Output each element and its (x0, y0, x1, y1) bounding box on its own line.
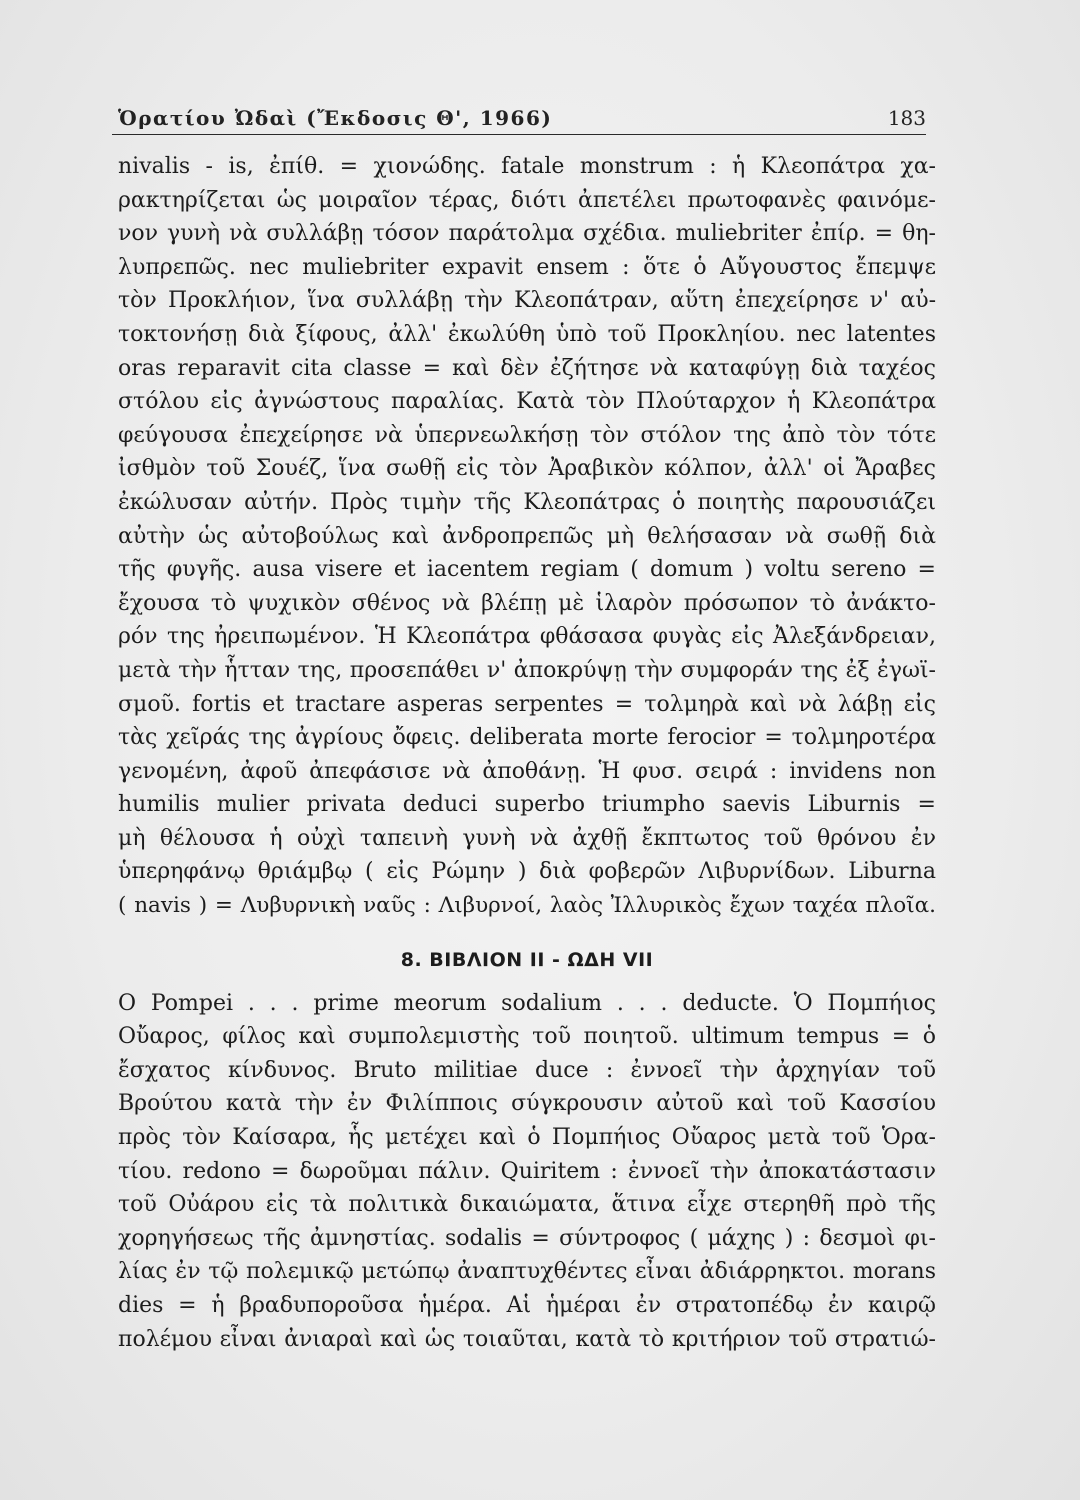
text-line: τοκτονήσῃ διὰ ξίφους, ἀλλ' ἐκωλύθη ὑπὸ τοῦ Προκληίου. nec latentes (118, 321, 936, 347)
text-line: nivalis - is, ἐπίθ. = χιονώδης. fatale monstrum : ἡ Κλεοπάτρα χα- (118, 154, 936, 179)
text-line: τῆς φυγῆς. ausa visere et iacentem regiam ( domum ) voltu sereno = (118, 557, 936, 583)
text-line: humilis mulier privata deduci superbo triumpho saevis Liburnis = (118, 792, 936, 818)
text-line: τὰς χεῖράς της ἀγρίους ὄφεις. deliberata morte ferocior = τολμηροτέρα (118, 725, 936, 751)
running-header (118, 90, 926, 130)
text-line: φεύγουσα ἐπεχείρησε νὰ ὑπερνεωλκήσῃ τὸν στόλον της ἀπὸ τὸν τότε (118, 422, 936, 448)
text-line: πολέμου εἶναι ἀνιαραὶ καὶ ὡς τοιαῦται, κατὰ τὸ κριτήριον τοῦ στρατιώ- (118, 1326, 936, 1352)
text-line: λυπρεπῶς. nec muliebriter expavit ensem : ὅτε ὁ Αὔγουστος ἔπεμψε (118, 254, 936, 280)
text-line: Βρούτου κατὰ τὴν ἐν Φιλίπποις σύγκρουσιν αὐτοῦ καὶ τοῦ Κασσίου (118, 1091, 936, 1117)
text-line: νον γυνὴ νὰ συλλάβῃ τόσον παράτολμα σχέδια. muliebriter ἐπίρ. = θη- (118, 221, 936, 247)
page-number: 183 (887, 106, 926, 130)
text-line: μετὰ τὴν ἧτταν της, προσεπάθει ν' ἀποκρύψῃ τὴν συμφοράν της ἐξ ἐγωϊ- (118, 657, 936, 683)
text-line: Οὔαρος, φίλος καὶ συμπολεμιστὴς τοῦ ποιητοῦ. ultimum tempus = ὁ (118, 1024, 936, 1050)
text-line: O Pompei . . . prime meorum sodalium . . . deducte. Ὁ Πομπήιος (118, 990, 936, 1016)
text-line: ἐκώλυσαν αὐτήν. Πρὸς τιμὴν τῆς Κλεοπάτρας ὁ ποιητὴς παρουσιάζει (118, 489, 936, 515)
text-line: στόλου εἰς ἀγνώστους παραλίας. Κατὰ τὸν Πλούταρχον ἡ Κλεοπάτρα (118, 389, 936, 415)
text-line: oras reparavit cita classe = καὶ δὲν ἐζήτησε νὰ καταφύγῃ διὰ ταχέος (118, 355, 936, 381)
text-line: σμοῦ. fortis et tractare asperas serpentes = τολμηρὰ καὶ νὰ λάβῃ εἰς (118, 691, 936, 717)
section-heading: 8. ΒΙΒΛΙΟΝ ΙΙ - ΩΔΗ VII (400, 948, 654, 971)
text-line: μὴ θέλουσα ἡ οὐχὶ ταπεινὴ γυνὴ νὰ ἀχθῇ ἔκπτωτος τοῦ θρόνου ἐν (118, 825, 936, 851)
text-line: τοῦ Οὐάρου εἰς τὰ πολιτικὰ δικαιώματα, ἅτινα εἶχε στερηθῆ πρὸ τῆς (118, 1192, 936, 1218)
text-line: ὑπερηφάνῳ θριάμβῳ ( εἰς Ρώμην ) διὰ φοβερῶν Λιβυρνίδων. Liburna (118, 859, 936, 885)
text-line: ρόν της ἠρειπωμένον. Ἡ Κλεοπάτρα φθάσασα φυγὰς εἰς Ἀλεξάνδρειαν, (118, 624, 936, 650)
header-title: Ὁρατίου Ὠδαὶ (Ἔκδοσις Θ', 1966) (118, 106, 553, 130)
page-body (118, 150, 936, 1356)
text-line: ἰσθμὸν τοῦ Σουέζ, ἵνα σωθῇ εἰς τὸν Ἀραβικὸν κόλπον, ἀλλ' οἱ Ἄραβες (118, 456, 936, 482)
text-line: ἔχουσα τὸ ψυχικὸν σθένος νὰ βλέπῃ μὲ ἱλαρὸν πρόσωπον τὸ ἀνάκτο- (118, 590, 936, 616)
text-line: αὐτὴν ὡς αὐτοβούλως καὶ ἀνδροπρεπῶς μὴ θελήσασαν νὰ σωθῇ διὰ (118, 523, 936, 549)
paragraph-1 (118, 150, 936, 923)
text-line: dies = ἡ βραδυποροῦσα ἡμέρα. Αἱ ἡμέραι ἐν στρατοπέδῳ ἐν καιρῷ (118, 1293, 936, 1318)
text-line: ( navis ) = Λυβυρνικὴ ναῦς : Λιβυρνοί, λαὸς Ἰλλυρικὸς ἔχων ταχέα πλοῖα. (118, 893, 936, 919)
text-line: τίου. redono = δωροῦμαι πάλιν. Quiritem : ἐννοεῖ τὴν ἀποκατάστασιν (118, 1158, 936, 1184)
text-line: τὸν Προκλήιον, ἵνα συλλάβῃ τὴν Κλεοπάτραν, αὕτη ἐπεχείρησε ν' αὐ- (118, 288, 936, 314)
header-rule (112, 134, 926, 135)
text-line: λίας ἐν τῷ πολεμικῷ μετώπῳ ἀναπτυχθέντες εἶναι ἀδιάρρηκτοι. morans (118, 1259, 936, 1285)
text-line: ἔσχατος κίνδυνος. Bruto militiae duce : ἐννοεῖ τὴν ἀρχηγίαν τοῦ (118, 1057, 936, 1083)
text-line: πρὸς τὸν Καίσαρα, ἧς μετέχει καὶ ὁ Πομπήιος Οὔαρος μετὰ τοῦ Ὁρα- (118, 1125, 936, 1151)
text-line: ρακτηρίζεται ὡς μοιραῖον τέρας, διότι ἀπετέλει πρωτοφανὲς φαινόμε- (118, 187, 936, 213)
text-line: χορηγήσεως τῆς ἀμνηστίας. sodalis = σύντροφος ( μάχης ) : δεσμοὶ φι- (118, 1225, 936, 1251)
text-line: γενομένη, ἀφοῦ ἀπεφάσισε νὰ ἀποθάνῃ. Ἡ φυσ. σειρά : invidens non (118, 758, 936, 784)
paragraph-2 (118, 987, 936, 1357)
